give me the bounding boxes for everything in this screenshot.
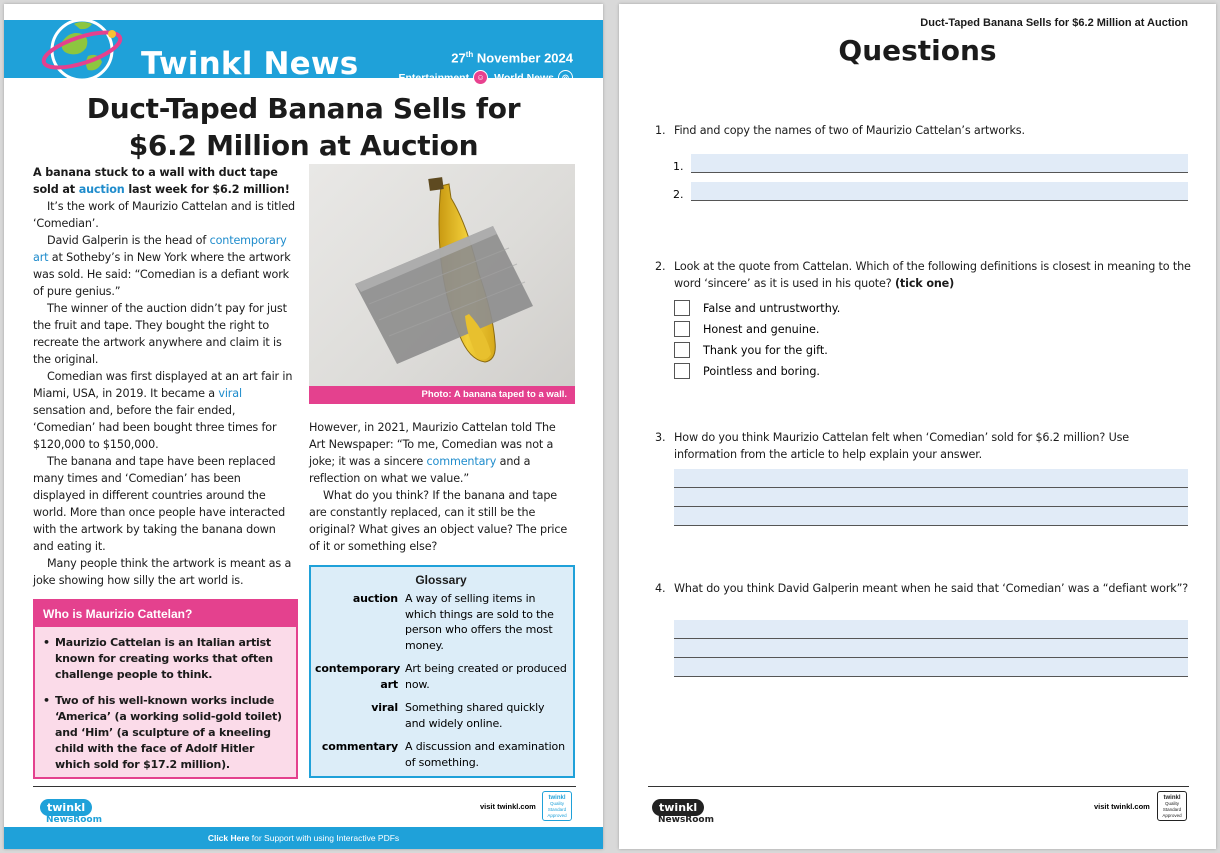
keyword-contemporary-art[interactable]: contemporary art — [33, 234, 287, 264]
quality-badge-icon: twinkl Quality Standard Approved — [542, 791, 572, 821]
glossary-entry — [315, 739, 567, 770]
tick-option[interactable]: Thank you for the gift. — [674, 342, 828, 358]
running-head: Duct-Taped Banana Sells for $6.2 Million at Auction — [920, 17, 1188, 29]
glossary-definition: Something shared quickly and widely online. — [405, 701, 545, 730]
article-paragraph: What do you think? If the banana and tape are constantly replaced, can it still be the original? What gives an object value? The price of it or something else? — [309, 489, 568, 553]
banana-photo — [309, 164, 575, 404]
glossary-entry — [315, 591, 567, 653]
photo-caption: Photo: A banana taped to a wall. — [309, 386, 575, 404]
visit-link[interactable]: visit twinkl.com — [1094, 802, 1150, 811]
glossary-term: auction — [352, 592, 398, 605]
twinkl-newsroom-logo[interactable]: twinkl NewsRoom — [652, 796, 714, 825]
glossary-definition: Art being created or produced now. — [405, 662, 567, 691]
banana-taped-illustration — [309, 164, 575, 404]
article-paragraph: It’s the work of Maurizio Cattelan and is titled ‘Comedian’. — [33, 200, 296, 230]
question-1: 1. Find and copy the names of two of Maurizio Cattelan’s artworks. — [655, 124, 1025, 137]
article-paragraph: However, in 2021, Maurizio Cattelan told The Art Newspaper: “To me, Comedian was not a joke; it was a sincere commentary and a reflection on what we value.” — [309, 421, 556, 485]
issue-date: 27th November 2024 — [451, 50, 573, 66]
checkbox[interactable] — [674, 321, 690, 337]
checkbox[interactable] — [674, 300, 690, 316]
quality-badge-icon: twinkl Quality Standard Approved — [1157, 791, 1187, 821]
checkbox[interactable] — [674, 342, 690, 358]
glossary-entry — [315, 700, 567, 731]
glossary-term: viral — [371, 701, 398, 714]
answer-line-number: 1. — [673, 160, 684, 173]
category-tags — [399, 70, 574, 85]
answer-field[interactable] — [674, 620, 1188, 639]
checkbox[interactable] — [674, 363, 690, 379]
category-entertainment: Entertainment ☺ — [399, 70, 489, 85]
answer-field[interactable] — [674, 507, 1188, 526]
glossary-box — [309, 565, 575, 778]
answer-field[interactable] — [691, 154, 1188, 173]
article-paragraph: The winner of the auction didn’t pay for just the fruit and tape. They bought the right to recreate the artwork anywhere and claim it is the original. — [33, 302, 287, 366]
page-title: Questions — [838, 34, 997, 67]
answer-field[interactable] — [674, 469, 1188, 488]
keyword-viral[interactable]: viral — [218, 387, 242, 400]
question-3: 3. How do you think Maurizio Cattelan felt when ‘Comedian’ sold for $6.2 million? Use information from the article to help explain your answer. — [655, 431, 1130, 461]
lede-paragraph: A banana stuck to a wall with duct tape sold at auction last week for $6.2 million! — [33, 166, 290, 196]
article-paragraph: Many people think the artwork is meant as a joke showing how silly the art world is. — [33, 557, 292, 587]
page-footer-rule — [33, 786, 576, 787]
who-box-list — [35, 627, 296, 773]
questions-page — [619, 4, 1216, 849]
who-box-title: Who is Maurizio Cattelan? — [35, 601, 296, 627]
list-item: • Two of his well-known works include ‘America’ (a working solid-gold toilet) and ‘Him’ (a sculpture of a kneeling child with the face of Adolf Hitler which sold for $17.2 million). — [43, 693, 288, 773]
newspaper-page — [4, 4, 603, 849]
keyword-commentary[interactable]: commentary — [426, 455, 497, 468]
globe-logo-icon — [40, 12, 124, 88]
glossary-definition: A way of selling items in which things are sold to the person who offers the most money. — [405, 592, 554, 652]
answer-field[interactable] — [674, 639, 1188, 658]
article-paragraph: The banana and tape have been replaced many times and ‘Comedian’ has been displayed in different countries around the world. More than once people have interacted with the artwork by taking the banana down and eating it. — [33, 455, 286, 553]
who-is-cattelan-box — [33, 599, 298, 779]
tick-option[interactable]: Pointless and boring. — [674, 363, 820, 379]
article-paragraph: David Galperin is the head of contemporary art at Sotheby’s in New York where the artwork was sold. He said: “Comedian is a defiant work of pure genius.” — [33, 234, 291, 298]
glossary-entry — [315, 661, 567, 692]
brand-title: Twinkl News — [141, 46, 359, 82]
answer-field[interactable] — [674, 658, 1188, 677]
article-left-column — [33, 164, 295, 589]
article-right-column — [309, 419, 575, 555]
visit-link[interactable]: visit twinkl.com — [480, 802, 536, 811]
keyword-auction[interactable]: auction — [78, 183, 125, 196]
mask-icon: ☺ — [473, 70, 488, 85]
glossary-title: Glossary — [415, 573, 467, 587]
twinkl-newsroom-logo[interactable]: twinkl NewsRoom — [40, 796, 102, 825]
globe-small-icon: ◎ — [558, 70, 573, 85]
answer-field[interactable] — [691, 182, 1188, 201]
article-paragraph: Comedian was first displayed at an art fair in Miami, USA, in 2019. It became a viral sensation and, before the fair ended, ‘Comedian’ had been bought three times for $120,000 to $150,000. — [33, 370, 293, 451]
interactive-pdf-support-link[interactable]: Click Here for Support with using Interactive PDFs — [4, 827, 603, 849]
glossary-term: commentary — [321, 740, 398, 753]
answer-field[interactable] — [674, 488, 1188, 507]
glossary-definition: A discussion and examination of something. — [405, 740, 565, 769]
category-world-news: World News ◎ — [494, 70, 573, 85]
question-4: 4. What do you think David Galperin meant when he said that ‘Comedian’ was a “defiant work”? — [655, 582, 1189, 595]
glossary-term: contemporary art — [315, 662, 401, 691]
list-item: • Maurizio Cattelan is an Italian artist known for creating works that often challenge people to think. — [43, 635, 288, 683]
tick-option[interactable]: False and untrustworthy. — [674, 300, 840, 316]
answer-line-number: 2. — [673, 188, 684, 201]
page-footer-rule — [648, 786, 1189, 787]
tick-option[interactable]: Honest and genuine. — [674, 321, 819, 337]
question-2: 2. Look at the quote from Cattelan. Which of the following definitions is closest in meaning to the word ‘sincere’ as it is used in his quote? (tick one) — [655, 260, 1191, 290]
headline: Duct-Taped Banana Sells for $6.2 Million at Auction — [86, 92, 521, 162]
